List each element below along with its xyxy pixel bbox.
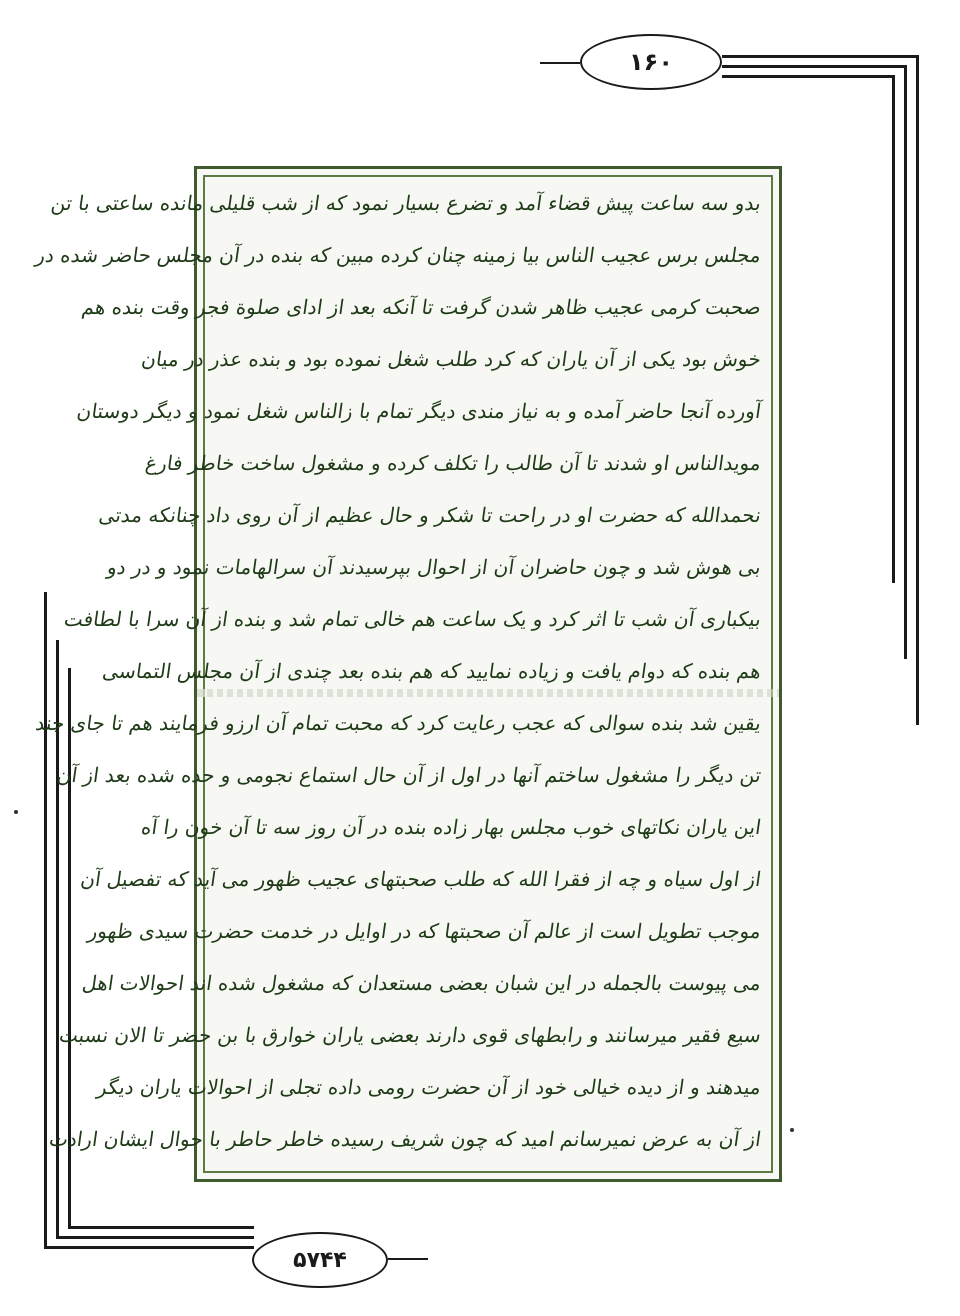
manuscript-line: صحبت کرمی عجیب ظاهر شدن گرفت تا آنکه بعد از ادای صلوة فجر وقت بنده هم <box>80 295 763 319</box>
manuscript-line: می پیوست بالجمله در این شبان بعضی مستعدان که مشغول شده اند احوالات اهل <box>80 971 763 995</box>
frame-line-right-2 <box>904 65 907 659</box>
manuscript-line: بدو سه ساعت پیش قضاء آمد و تضرع بسیار نمود که از شب قلیلی مانده ساعتی با تن <box>49 191 763 215</box>
manuscript-line: سیع فقیر میرسانند و رابطهای قوی دارند بعضی یاران خوارق با بن حضر تا الان نسبت <box>57 1023 763 1047</box>
manuscript-line: از آن به عرض نمیرسانم امید که چون شریف رسیده خاطر حاطر با حوال ایشان ارادت <box>47 1127 763 1151</box>
manuscript-line: مجلس برس عجیب الناس بیا زمینه چنان کرده مبین که بنده در آن مجلس حاضر شده در <box>33 243 763 267</box>
manuscript-line: نحمدالله که حضرت او در راحت تا شکر و حال عظیم از آن روی داد چنانکه مدتی <box>97 503 763 527</box>
manuscript-line: میدهند و از دیده خیالی خود از آن حضرت رومی داده تجلی از احوالات یاران دیگر <box>95 1075 763 1099</box>
frame-line-right-1 <box>916 55 919 725</box>
manuscript-line: خوش بود یکی از آن یاران که کرد طلب شغل نموده بود و بنده عذر در میان <box>139 347 763 371</box>
manuscript-line: هم بنده که دوام یافت و زیاده نمایید که هم بنده بعد چندی از آن مجلس التماسی <box>100 659 763 683</box>
frame-line-left-1 <box>44 592 47 1248</box>
manuscript-line: تن دیگر را مشغول ساختم آنها در اول از آن حال استماع نجومی و حده شده بعد از آن <box>55 763 763 787</box>
page-number-top: ۱۶۰ <box>580 34 722 90</box>
page-number-bottom: ۵۷۴۴ <box>252 1232 388 1288</box>
frame-line-bottom-right <box>388 1258 428 1260</box>
manuscript-line: یقین شد بنده سوالی که عجب رعایت کرد که محبت تمام آن ارزو فرمایند هم تا جای چند <box>34 711 763 735</box>
frame-line-bottom-1 <box>44 1246 254 1249</box>
frame-line-right-3 <box>892 75 895 583</box>
frame-line-top-3 <box>722 75 894 78</box>
scan-speck <box>790 1128 794 1132</box>
frame-line-bottom-3 <box>68 1226 254 1229</box>
frame-line-top-2 <box>722 65 906 68</box>
manuscript-line: بی هوش شد و چون حاضران آن از احوال بپرسیدند آن سرالهامات نمود و در دو <box>105 555 763 579</box>
manuscript-line: این یاران نکاتهای خوب مجلس بهار زاده بنده در آن روز سه تا آن خون را آه <box>139 815 763 839</box>
frame-line-top-1 <box>722 55 918 58</box>
scan-speck <box>14 810 18 814</box>
manuscript-page <box>33 166 782 1182</box>
manuscript-line: از اول سیاه و چه از فقرا الله که طلب صحبتهای عجیب ظهور می آید که تفصیل آن <box>78 867 763 891</box>
frame-line-top-left <box>540 62 580 64</box>
manuscript-line: مویدالناس او شدند تا آن طالب را تکلف کرده و مشغول ساخت خاطر فارغ <box>143 451 763 475</box>
frame-line-bottom-2 <box>56 1236 254 1239</box>
manuscript-line: آورده آنجا حاضر آمده و به نیاز مندی دیگر تمام با زالناس شغل نمود و دیگر دوستان <box>75 399 763 423</box>
manuscript-line: بیکباری آن شب تا اثر کرد و یک ساعت هم خالی تمام شد و بنده از آن سرا با لطافت <box>62 607 763 631</box>
manuscript-line: موجب تطویل است از عالم آن صحبتها که در اوایل در خدمت حضرت سیدی ظهور <box>86 919 763 943</box>
